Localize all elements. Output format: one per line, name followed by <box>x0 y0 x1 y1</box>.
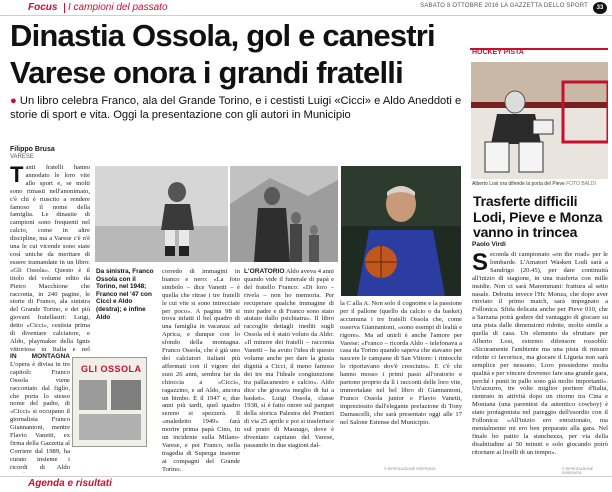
column-1-text: anti fratelli hanno annodato le loro vite allo sport e, se molti sono rimasti nell'anonimato, c'è chi è riuscito a rendere famoso il nome della famiglia. Le dinastie di campioni sono frequenti nel calcio, come in altre discipline, ma a Varese c'è n'è una le cui vicende sono state così uniche da meritare di essere tramandate in un libro: «Gli Ossola». Questo è il titolo del volume edito da Pietro Macchione che racconta, in 240 pagine, le storie di Franco, ala sinistra del Grande Torino, e dei più giovani fratellastri: Luigi, detto «Cicci», cestista prima di diventare calciatore, e Aldo, playmaker della Ignis vittoriosa in Italia e nel <box>10 164 90 352</box>
section-heading-oratorio: L'ORATORIO <box>244 268 285 275</box>
photo-franco-torino <box>95 166 228 262</box>
section-label: Focus <box>28 2 58 13</box>
page-number: 33 <box>593 2 607 14</box>
photo-ossola-brothers <box>230 166 338 262</box>
sidebar-headline: Trasferte difficili Lodi, Pieve e Monza vanno in trincea <box>473 193 603 240</box>
sidebar-caption-text: Alberto Losi ora difende la porta del Pieve <box>472 181 565 187</box>
copyright-note-1: © RIPRODUZIONE RISERVATA <box>384 467 436 471</box>
book-cover-image <box>72 357 147 447</box>
subheadline <box>10 94 462 122</box>
sidebar-article-text <box>472 251 608 466</box>
article-column-1 <box>10 164 90 352</box>
sidebar-drop-cap: S <box>472 251 489 276</box>
masthead-date: SABATO 8 OTTOBRE 2016 LA GAZZETTA DELLO SPORT <box>420 3 588 9</box>
column-2-text: corredo di immagini in bianco e nero: «La foto simbolo – dice Vanetti – è quella che ritrae i tre fratelli le cui vite si sono intrecciate per poco». A pagina 98 si trova infatti il bel quadro di una famiglia in vacanza: ad Aprica, e dunque con lo sfondo della montagna. Franco Ossola, che è già uno dei calciatori italiani più affermati con il vigore dei suoi 26 anni, sembra far da chioccia a «Cicci», ragazzino, e ad Aldo, ancora un bimbo. È il 1947 e, due anni più tardi, quel quadro sereno si spezzerà. Il «maledetto 1949» farà morire prima papà Cino, in un incidente sulla Milano-Varese, e poi Franco, nella tragedia di Superga insieme ai compagni del Grande Torino. <box>162 268 240 473</box>
book-cover-title: GLI OSSOLA <box>81 364 142 374</box>
drop-cap: T <box>10 164 24 187</box>
subsection-label: I campioni del passato <box>68 2 168 13</box>
section-divider <box>64 3 65 13</box>
sidebar-photo-caption <box>472 181 596 187</box>
photo-credit: FOTO BALDI <box>566 181 596 187</box>
bullet-dot-icon: ● <box>10 95 20 107</box>
article-column-1b <box>10 353 70 473</box>
photo-aldo-ossola <box>341 166 461 296</box>
footer-rule <box>0 476 612 477</box>
sidebar-author: Paolo Virdi <box>472 241 506 248</box>
article-column-2 <box>162 268 240 473</box>
author-name: Filippo Brusa <box>10 146 55 153</box>
photo-caption: Da sinistra, Franco Ossola con il Torino, nel 1948; Franco nel '47 con Cicci e Aldo (destra); e infine Aldo <box>96 268 154 321</box>
photo-hockey-goalie <box>471 62 608 179</box>
sidebar-text: econda di campionato «on the road» per le lombarde. L'Amatori Wasken Lodi sarà a Sandrigo (20.45), per dare continuità all'inizio di stagione, in una trasferta con mille insidie. Non ci sarà Maremmani: frattura al setto nasale. Debutta invece l'Hc Monza, che dopo aver rinviato il primo match, sarà impegnato a Follonica. Sfida delicata anche per Pieve 010, che a Sarzana potrà godere del vantaggio di giocare su una pista dalle dimensioni ridotte, molto simile a quella di casa. Un elemento da sfruttare per Alberto Losi, estremo difensore rossoblù: «Sicuramente l'ambiente ma una pista di misure ridotte ci favorisce, ma giocare il Liguria non sarà semplice per nessuno. Loro possiedono molta qualità e per vincere dovremo fare una grande gara, perché i punti in pallo sono già molto importanti». Un'azzurro, tre volte miglior portiere d'Italia, rientrato in attività dopo un ritorno tra Cina e Montana (una parentesi da autentico cowboy) è stato protagonista nel pareggio dell'esordio con il Follonica: «All'inizio ero emozionato, ma mentalmente mi ero ben preparato alla gara. Nel finale ho patito la stanchezza, per via della disabitudine ai 50 minuti e solo giocando potrò ritornare ai livelli di un tempo». <box>472 251 608 456</box>
column-3-text: Aldo aveva 4 anni quando vide il funerale di papà e del fratello Franco: «Di loro – rivela – non ho memoria. Per recuperare qualche immagine di mio padre e di Franco sono stato aiutato dallo psichiatra». Il libro raccoglie dettagli inediti sugli Ossola ed è stato voluto da Aldo: «Il minore dei fratelli – racconta Vanetti – ha avuto l'idea di questo volume anche per dare la giusta dignità a Cicci, il meno famoso dei tre ma l'ideale congiunzione tra pallacanestro e calcio». Aldo dice che giocava meglio di lui a basket». Luigi Ossola, classe 1938, si è fatto onore sul parquet della storica Palestra del Pontieri di via 25 aprile e poi si trasferisce sul prato di Masnago, dove è diventato capitano del Varese, passando in due stagioni dal- <box>244 268 334 449</box>
article-column-3 <box>244 268 334 473</box>
copyright-note-2: © RIPRODUZIONE RISERVATA <box>562 467 594 475</box>
footer-section-label: Agenda e risultati <box>28 478 112 489</box>
author-city: VARESE <box>10 154 34 160</box>
subheadline-text: Un libro celebra Franco, ala del Grande Torino, e i cestisti Luigi «Cicci» e Aldo Aneddoti e storie di sport e vita. Oggi la presentazione con gli autori in Municipio <box>10 95 462 121</box>
headline-line2: Varese onora i grandi fratelli <box>10 55 403 90</box>
page-header <box>0 0 612 16</box>
column-1b-text: L'opera è divisa in tre capitoli: Franco Ossola viene raccontato dal figlio, che porta lo stesso nome del padre, di «Cicci» si occupano il giornalista Franco Giannantoni, mentre Flavio Vanetti, ex firma della Gazzetta al Corriere dal 1989, ha curato insieme i ricordi di Aldo <box>10 360 70 471</box>
column-4-text: la C alla A. Non solo il cognome e la passione per il pallone (quello da calcio o da basket) accumuna i tre fratelli Ossola che, come osserva Giannantoni, «sono esempi di lealtà e rigore». Ma ad unirli è anche l'amore per Varese: «Franco – ricorda Aldo – telefonava a casa da Torino quando sapeva che stavano per nascere le campane di San Vittore: i rintocchi lo riportavano dov'è cresciuto». E c'è chi hanno mosso i primi passi all'oratorio e partono proprio da lì i racconti delle loro vite, immortalate nel bel libro di Giannantoni, Franco Ossola junior e Flavio Vanetti, impreziosito dall'elegante prefazione di Tony Damascelli, che sarà presentato oggi alle 17 nel Salone Estense del Municipio. <box>340 300 462 426</box>
article-column-4 <box>340 300 462 466</box>
headline-line1: Dinastia Ossola, gol e canestri <box>10 18 435 53</box>
section-heading-montagna: IN MONTAGNA <box>10 353 70 360</box>
sidebar-tag: HOCKEY PISTA <box>472 49 524 56</box>
